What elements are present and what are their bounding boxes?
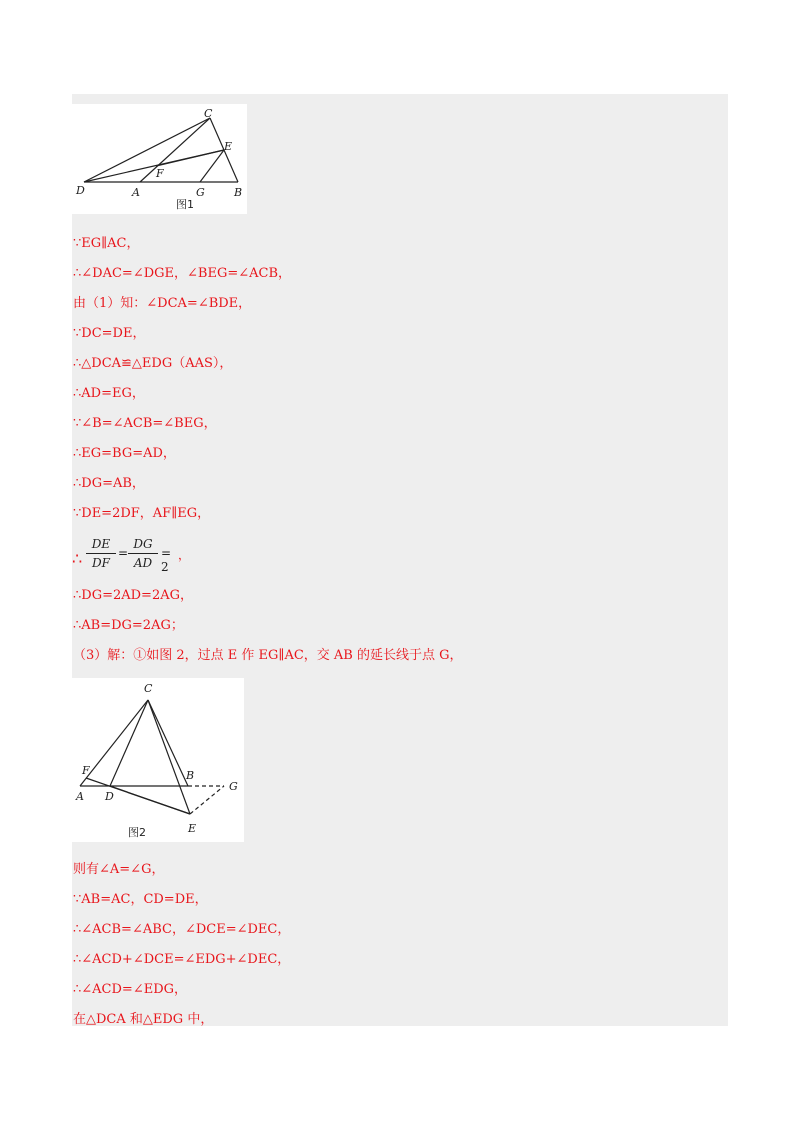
equals-sign: = xyxy=(118,546,129,560)
fig1-label-e: E xyxy=(224,140,233,153)
fraction-de-df xyxy=(84,536,118,571)
solution-line: ∵EG∥AC， xyxy=(73,236,140,251)
solution-line: 由（1）知：∠DCA=∠BDE， xyxy=(73,296,252,311)
fig1-label-a: A xyxy=(132,186,140,199)
solution-line: 则有∠A=∠G， xyxy=(73,862,165,877)
solution-line: ∴∠ACD=∠EDG， xyxy=(73,982,188,997)
fig2-label-g: G xyxy=(229,780,238,793)
fraction-numerator: DG xyxy=(133,537,153,551)
figure-2-diagram xyxy=(72,678,244,842)
fig2-label-f: F xyxy=(82,764,90,777)
fig2-label-a: A xyxy=(76,790,84,803)
therefore-symbol: ∴ xyxy=(72,549,83,568)
fraction-bar xyxy=(86,553,116,554)
solution-line: ∴AB=DG=2AG； xyxy=(73,618,184,633)
solution-line: ∵DC=DE， xyxy=(73,326,146,341)
fig1-caption: 图1 xyxy=(176,198,194,211)
fig2-caption: 图2 xyxy=(128,826,146,839)
fraction-bar xyxy=(128,553,158,554)
fraction-dg-ad xyxy=(126,536,160,571)
solution-line: ∴∠ACB=∠ABC，∠DCE=∠DEC， xyxy=(73,922,291,937)
solution-line: ∴AD=EG， xyxy=(73,386,145,401)
solution-line: ∴∠DAC=∠DGE，∠BEG=∠ACB， xyxy=(73,266,291,281)
fig1-label-c: C xyxy=(204,107,213,120)
fraction-denominator: DF xyxy=(92,556,110,570)
solution-line: 在△DCA 和△EDG 中， xyxy=(73,1012,214,1027)
fraction-tail: ， xyxy=(178,548,191,562)
fig1-label-b: B xyxy=(234,186,243,199)
fig2-label-c: C xyxy=(144,682,153,695)
solution-line: ∴DG=AB， xyxy=(73,476,145,491)
fig2-label-d: D xyxy=(105,790,114,803)
solution-line: ∴EG=BG=AD， xyxy=(73,446,176,461)
equals-two: = 2 xyxy=(161,546,172,574)
fraction-denominator: AD xyxy=(133,556,153,570)
fig1-label-f: F xyxy=(156,167,164,180)
fig1-label-d: D xyxy=(76,184,85,197)
solution-line: ∴∠ACD+∠DCE=∠EDG+∠DEC， xyxy=(73,952,291,967)
solution-line: （3）解：①如图 2，过点 E 作 EG∥AC，交 AB 的延长线于点 G， xyxy=(73,648,463,663)
solution-line: ∵∠B=∠ACB=∠BEG， xyxy=(73,416,217,431)
figure-1-diagram xyxy=(72,104,247,214)
fraction-numerator: DE xyxy=(91,537,111,551)
solution-line: ∵DE=2DF，AF∥EG， xyxy=(73,506,211,521)
figure-1 xyxy=(72,104,247,214)
figure-2 xyxy=(72,678,244,842)
fig1-label-g: G xyxy=(196,186,205,199)
solution-line: ∵AB=AC，CD=DE， xyxy=(73,892,208,907)
solution-line: ∴△DCA≌△EDG（AAS）， xyxy=(73,356,233,371)
fig2-label-b: B xyxy=(186,769,195,782)
fig2-label-e: E xyxy=(188,822,197,835)
solution-line: ∴DG=2AD=2AG， xyxy=(73,588,193,603)
